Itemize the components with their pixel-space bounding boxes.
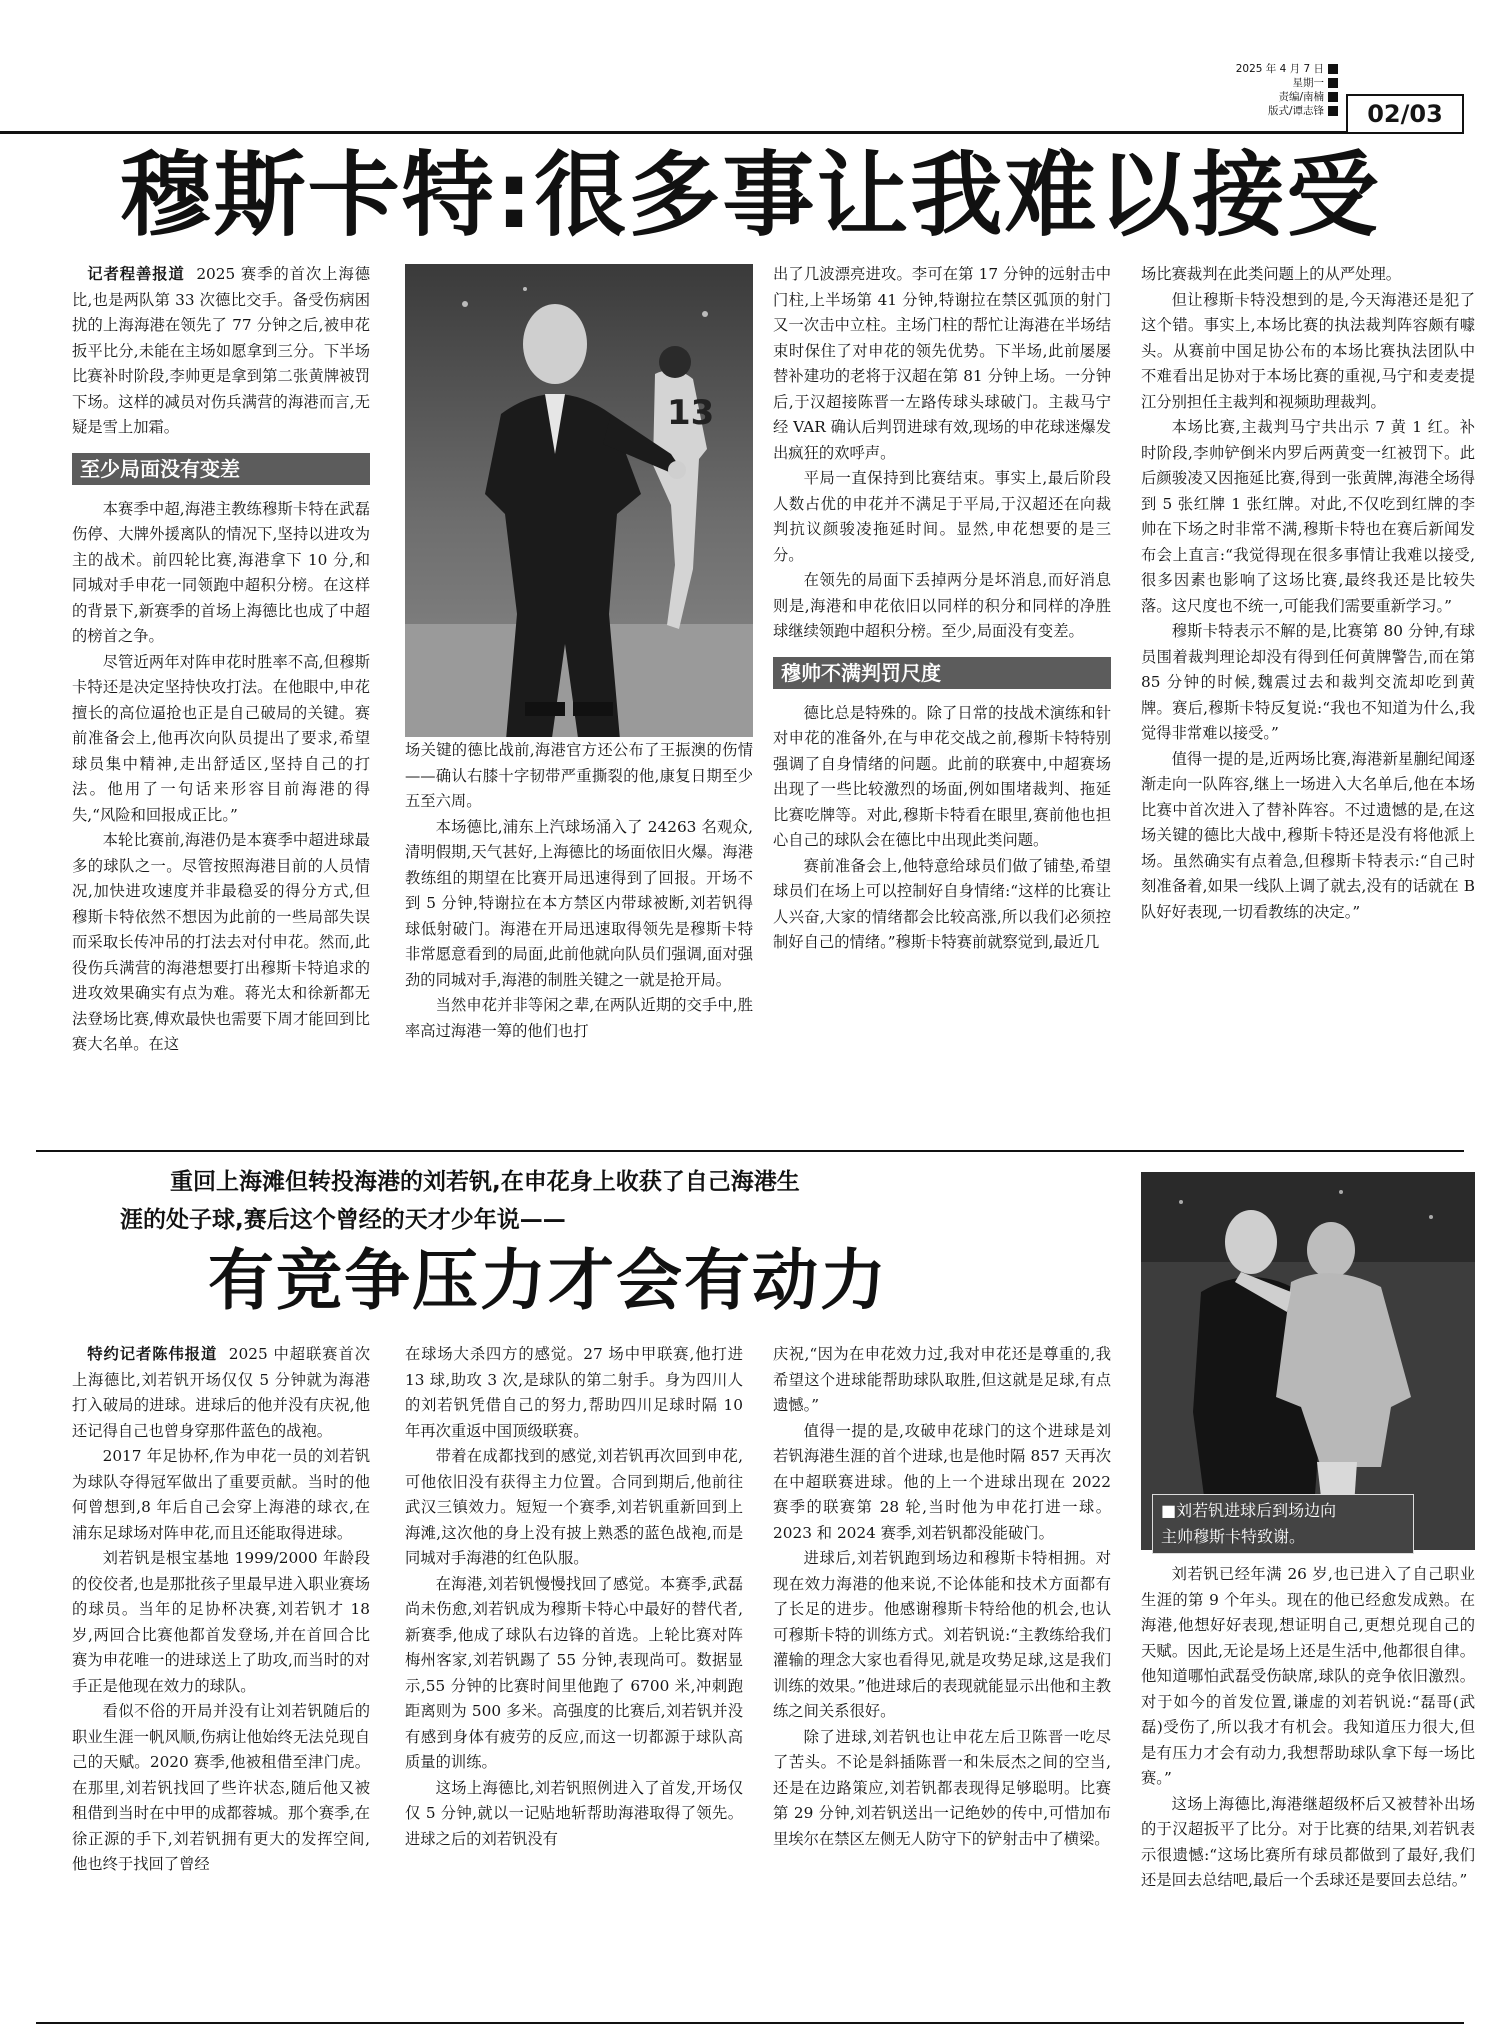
article1-paragraph: 在领先的局面下丢掉两分是坏消息,而好消息则是,海港和申花依旧以同样的积分和同样的净胜球继续领跑中超积分榜。至少,局面没有变差。 <box>773 571 1111 640</box>
article2-paragraph: 在球场大杀四方的感觉。27 场中甲联赛,他打进 13 球,助攻 3 次,是球队的第二射手。身为四川人的刘若钒凭借自己的努力,帮助四川足球时隔 10 年再次重返中国顶级联赛。 <box>405 1345 743 1440</box>
article1-paragraph: 本轮比赛前,海港仍是本赛季中超进球最多的球队之一。尽管按照海港目前的人员情况,加快进攻速度并非最稳妥的得分方式,但穆斯卡特依然不想因为此前的一些局部失误而采取长传冲吊的打法去对付申花。然而,此役伤兵满营的海港想要打出穆斯卡特追求的进攻效果确实有点为难。蒋光太和徐新都无法登场比赛,傅欢最快也需要下周才能回到比赛大名单。在这 <box>72 831 370 1053</box>
article2-paragraph: 带着在成都找到的感觉,刘若钒再次回到申花,可他依旧没有获得主力位置。合同到期后,他前往武汉三镇效力。短短一个赛季,刘若钒重新回到上海滩,这次他的身上没有披上熟悉的蓝色战袍,而是同城对手海港的红色队服。 <box>405 1447 743 1567</box>
article-divider <box>36 1150 1464 1152</box>
article1-headline: 穆斯卡特:很多事让我难以接受 <box>119 142 1381 249</box>
article2-byline: 特约记者陈伟报道 <box>87 1345 218 1363</box>
article2-paragraph: 看似不俗的开局并没有让刘若钒随后的职业生涯一帆风顺,伤病让他始终无法兑现自己的天赋。2020 赛季,他被租借至津门虎。在那里,刘若钒找回了些许状态,随后他又被租借到当时在中甲的成都蓉城。那个赛季,在徐正源的手下,刘若钒拥有更大的发挥空间,他也终于找回了曾经 <box>72 1702 370 1873</box>
article2-paragraph: 2025 中超联赛首次上海德比,刘若钒开场仅仅 5 分钟就为海港打入破局的进球。进球后的他并没有庆祝,他还记得自己也曾身穿那件蓝色的战袍。 <box>72 1345 370 1440</box>
article1-paragraph: 赛前准备会上,他特意给球员们做了铺垫,希望球员们在场上可以控制好自身情绪:“这样的比赛让人兴奋,大家的情绪都会比较高涨,所以我们必须控制好自己的情绪。”穆斯卡特赛前就察觉到,最近几 <box>773 856 1111 951</box>
article1-column-4 <box>1141 262 1475 1144</box>
article2-deck <box>120 1163 1070 1239</box>
article2-paragraph: 在海港,刘若钒慢慢找回了感觉。本赛季,武磊尚未伤愈,刘若钒成为穆斯卡特心中最好的替代者,新赛季,他成了球队右边锋的首选。上轮比赛对阵梅州客家,刘若钒踢了 55 分钟,表现尚可。数据显示,55 分钟的比赛时间里他跑了 6700 米,冲刺跑距离则为 500 多米。高强度的比赛后,刘若钒并没有感到身体有疲劳的反应,而这一切都源于球队高质量的训练。 <box>405 1574 743 1771</box>
article1-column-2 <box>405 738 753 1144</box>
article1-paragraph: 但让穆斯卡特没想到的是,今天海港还是犯了这个错。事实上,本场比赛的执法裁判阵容颇有噱头。从赛前中国足协公布的本场比赛执法团队中不难看出足协对于本场比赛的重视,马宁和麦麦提江分别担任主裁判和视频助理裁判。 <box>1141 290 1475 411</box>
article1-paragraph: 本场比赛,主裁判马宁共出示 7 黄 1 红。补时阶段,李帅铲倒米内罗后两黄变一红被罚下。此后颜骏凌又因拖延比赛,得到一张黄牌,海港全场得到 5 张红牌 1 张红牌。对此,不仅吃到红牌的李帅在下场之时非常不满,穆斯卡特也在赛后新闻发布会上直言:“我觉得现在很多事情让我难以接受,很多因素也影响了这场比赛,最终我还是比较失落。这尺度也不统一,可能我们需要重新学习。” <box>1141 418 1475 615</box>
article2-headline: 有竞争压力才会有动力 <box>208 1242 888 1319</box>
page-bottom-rule <box>36 2022 1464 2024</box>
article1-paragraph: 出了几波漂亮进攻。李可在第 17 分钟的远射击中门柱,上半场第 41 分钟,特谢拉在禁区弧顶的射门又一次击中立柱。主场门柱的帮忙让海港在半场结束时保住了对申花的领先优势。下半场,此前屡屡替补建功的老将于汉超在第 81 分钟上场。一分钟后,于汉超接陈晋一左路传球头球破门。主裁马宁经 VAR 确认后判罚进球有效,现场的申花球迷爆发出疯狂的欢呼声。 <box>773 265 1111 462</box>
article1-paragraph: 当然申花并非等闲之辈,在两队近期的交手中,胜率高过海港一筹的他们也打 <box>405 996 753 1040</box>
coach-photo-image <box>405 264 753 737</box>
issue-weekday: 星期一 <box>1236 76 1338 90</box>
article2-column-2 <box>405 1342 743 2012</box>
article2-deck-line-1: 重回上海滩但转投海港的刘若钒,在申花身上收获了自己海港生 <box>170 1169 800 1195</box>
editor-credit: 责编/南楠 <box>1236 90 1338 104</box>
article2-column-4 <box>1141 1562 1475 2012</box>
photo-caption <box>1152 1494 1414 1554</box>
article1-paragraph: 尽管近两年对阵申花时胜率不高,但穆斯卡特还是决定坚持快攻打法。在他眼中,申花擅长的高位逼抢也正是自己破局的关键。赛前准备会上,他再次向队员提出了要求,希望球员集中精神,走出舒适区,坚持自己的打法。他用了一句话来形容目前海港的得失,“风险和回报成正比。” <box>72 652 370 824</box>
article1-paragraph: 值得一提的是,近两场比赛,海港新星蒯纪闻逐渐走向一队阵容,继上一场进入大名单后,他在本场比赛中首次进入了替补阵容。不过遗憾的是,在这场关键的德比大战中,穆斯卡特还是没有将他派上场。虽然确实有点着急,但穆斯卡特表示:“自己时刻准备着,如果一线队上调了就去,没有的话就在 B 队好好表现,一切看教练的决定。” <box>1141 749 1475 921</box>
coach-photo <box>405 264 753 737</box>
article2-paragraph: 这场上海德比,海港继超级杯后又被替补出场的于汉超扳平了比分。对于比赛的结果,刘若钒表示很遗憾:“这场比赛所有球员都做到了最好,我们还是回去总结吧,最后一个丢球还是要回去总结。” <box>1141 1794 1475 1889</box>
article2-paragraph: 刘若钒是根宝基地 1999/2000 年龄段的佼佼者,也是那批孩子里最早进入职业赛场的球员。当年的足协杯决赛,刘若钒才 18 岁,两回合比赛他都首发登场,并在首回合比赛为申花唯一的进球送上了助攻,而当时的对手正是他现在效力的球队。 <box>72 1549 370 1695</box>
article2-column-1 <box>72 1342 370 2012</box>
issue-date: 2025 年 4 月 7 日 <box>1236 62 1338 76</box>
article2-paragraph: 这场上海德比,刘若钒照例进入了首发,开场仅仅 5 分钟,就以一记贴地斩帮助海港取得了领先。进球之后的刘若钒没有 <box>405 1778 743 1848</box>
photo-caption-line-1: ■刘若钒进球后到场边向 <box>1161 1501 1337 1520</box>
article2-paragraph: 值得一提的是,攻破申花球门的这个进球是刘若钒海港生涯的首个进球,也是他时隔 857 天再次在中超联赛进球。他的上一个进球出现在 2022 赛季的联赛第 28 轮,当时他为申花打进一球。2023 和 2024 赛季,刘若钒都没能破门。 <box>773 1421 1111 1542</box>
article1-paragraph: 2025 赛季的首次上海德比,也是两队第 33 次德比交手。备受伤病困扰的上海海港在领先了 77 分钟之后,被申花扳平比分,未能在主场如愿拿到三分。下半场比赛补时阶段,李帅更是拿到第二张黄牌被罚下场。这样的减员对伤兵满营的海港而言,无疑是雪上加霜。 <box>72 265 370 436</box>
article2-column-3 <box>773 1342 1111 2012</box>
article2-paragraph: 2017 年足协杯,作为申花一员的刘若钒为球队夺得冠军做出了重要贡献。当时的他何曾想到,8 年后自己会穿上海港的球衣,在浦东足球场对阵申花,而且还能取得进球。 <box>72 1447 370 1542</box>
article1-column-3 <box>773 262 1111 1144</box>
masthead-rule <box>0 131 1346 134</box>
photo-caption-line-2: 主帅穆斯卡特致谢。 <box>1161 1527 1306 1546</box>
article2-paragraph: 进球后,刘若钒跑到场边和穆斯卡特相拥。对现在效力海港的他来说,不论体能和技术方面都有了长足的进步。他感谢穆斯卡特给他的机会,也认可穆斯卡特的训练方式。刘若钒说:“主教练给我们灌输的理念大家也看得见,就是攻势足球,这是我们训练的效果。”他进球后的表现就能显示出他和主教练之间关系很好。 <box>773 1549 1111 1720</box>
article1-paragraph: 场关键的德比战前,海港官方还公布了王振澳的伤情——确认右膝十字韧带严重撕裂的他,康复日期至少五至六周。 <box>405 741 753 810</box>
article2-paragraph: 刘若钒已经年满 26 岁,也已进入了自己职业生涯的第 9 个年头。现在的他已经愈发成熟。在海港,他想好好表现,想证明自己,更想兑现自己的天赋。因此,无论是场上还是生活中,他都很自律。他知道哪怕武磊受伤缺席,球队的竞争依旧激烈。对于如今的首发位置,谦虚的刘若钒说:“磊哥(武磊)受伤了,所以我才有机会。我知道压力很大,但是有压力才会有动力,我想帮助球队拿下每一场比赛。” <box>1141 1565 1475 1787</box>
article1-byline: 记者程善报道 <box>87 265 185 283</box>
article1-subhead-2: 穆帅不满判罚尺度 <box>773 657 1111 689</box>
article1-paragraph: 德比总是特殊的。除了日常的技战术演练和针对申花的准备外,在与申花交战之前,穆斯卡特特别强调了自身情绪的问题。此前的联赛中,中超赛场出现了一些比较激烈的场面,例如围堵裁判、拖延比赛吃牌等。对此,穆斯卡特看在眼里,赛前他也担心自己的球队会在德比中出现此类问题。 <box>773 703 1111 849</box>
article2-deck-line-2: 涯的处子球,赛后这个曾经的天才少年说—— <box>120 1207 566 1233</box>
jersey-number-icon: 13 <box>667 393 715 433</box>
article1-paragraph: 本赛季中超,海港主教练穆斯卡特在武磊伤停、大牌外援离队的情况下,坚持以进攻为主的战术。前四轮比赛,海港拿下 10 分,和同城对手申花一同领跑中超积分榜。在这样的背景下,新赛季的首场上海德比也成了中超的榜首之争。 <box>72 499 370 645</box>
article1-paragraph: 场比赛裁判在此类问题上的从严处理。 <box>1141 265 1402 283</box>
article1-column-1 <box>72 262 370 1144</box>
article2-paragraph: 庆祝,“因为在申花效力过,我对申花还是尊重的,我希望这个进球能帮助球队取胜,但这就是足球,有点遗憾。” <box>773 1345 1111 1414</box>
article1-paragraph: 本场德比,浦东上汽球场涌入了 24263 名观众,清明假期,天气甚好,上海德比的场面依旧火爆。海港教练组的期望在比赛开局迅速得到了回报。开场不到 5 分钟,特谢拉在本方禁区内带球被断,刘若钒得球低射破门。海港在开局迅速取得领先是穆斯卡特非常愿意看到的局面,此前他就向队员们强调,面对强劲的同城对手,海港的制胜关键之一就是抢开局。 <box>405 817 753 989</box>
page-number-box: 02/03 <box>1346 94 1464 134</box>
designer-credit: 版式/谭志锋 <box>1236 104 1338 118</box>
article1-paragraph: 平局一直保持到比赛结束。事实上,最后阶段人数占优的申花并不满足于平局,于汉超还在向裁判抗议颜骏凌拖延时间。显然,申花想要的是三分。 <box>773 469 1111 564</box>
article1-paragraph: 穆斯卡特表示不解的是,比赛第 80 分钟,有球员围着裁判理论却没有得到任何黄牌警告,而在第 85 分钟的时候,魏震过去和裁判交流却吃到黄牌。赛后,穆斯卡特反复说:“我也不知道为什么,我觉得非常难以接受。” <box>1141 622 1475 742</box>
article1-subhead-1: 至少局面没有变差 <box>72 453 370 485</box>
article2-paragraph: 除了进球,刘若钒也让申花左后卫陈晋一吃尽了苦头。不论是斜插陈晋一和朱辰杰之间的空当,还是在边路策应,刘若钒都表现得足够聪明。比赛第 29 分钟,刘若钒送出一记绝妙的传中,可惜加布里埃尔在禁区左侧无人防守下的铲射击中了横梁。 <box>773 1727 1111 1848</box>
masthead-meta <box>1236 62 1338 118</box>
